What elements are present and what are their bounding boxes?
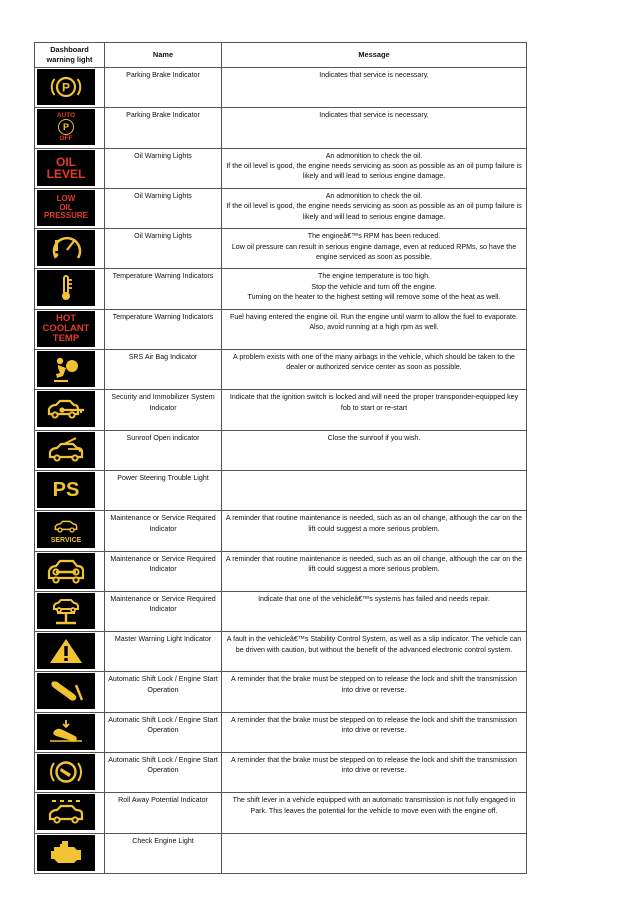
indicator-message [222,309,527,349]
indicator-message [222,430,527,470]
auto-parking-brake-off-icon [37,109,95,145]
indicator-message [222,229,527,269]
icon-text: HOT [55,312,77,324]
table-row [35,188,527,228]
indicator-message [222,350,527,390]
indicator-message [222,470,527,510]
warning-light-cell [35,632,105,672]
warning-light-cell [35,833,105,873]
icon-text: OFF [59,135,73,143]
indicator-message [222,551,527,591]
warning-light-cell [35,470,105,510]
warning-light-cell [35,188,105,228]
message-line: An admonition to check the oil. [325,191,423,200]
airbag-icon [37,351,95,387]
warning-light-cell [35,793,105,833]
indicator-name: Master Warning Light Indicator [105,632,222,672]
table-row [35,430,527,470]
header-name: Name [105,43,222,68]
header-dashboard-warning-light: Dashboard warning light [35,43,105,68]
warning-light-cell [35,390,105,430]
indicator-name: Automatic Shift Lock / Engine Start Operation [105,712,222,752]
warning-light-cell [35,591,105,631]
message-line: The engine temperature is too high. [318,272,430,281]
message-line: A reminder that the brake must be stepped on to release the lock and shift the transmission into drive or reverse. [231,715,517,735]
icon-text: LOW [56,194,76,204]
icon-text: OIL [59,202,73,212]
power-steering-icon [37,472,95,508]
icon-text: AUTO [56,112,76,120]
warning-light-cell [35,68,105,108]
warning-light-cell [35,672,105,712]
table-row [35,229,527,269]
indicator-name: Temperature Warning Indicators [105,309,222,349]
message-line: Indicates that service is necessary. [319,71,429,79]
svg-text:P: P [61,80,71,95]
warning-light-cell [35,350,105,390]
parking-brake-icon [37,69,95,105]
table-row [35,793,527,833]
table-row [35,390,527,430]
table-row [35,309,527,349]
indicator-name: Temperature Warning Indicators [105,269,222,309]
engine-rpm-gauge-icon [37,230,95,266]
warning-light-table-page [34,42,527,874]
icon-text: TEMP [52,332,80,344]
warning-light-cell [35,108,105,148]
warning-light-cell [35,430,105,470]
message-line: A reminder that routine maintenance is needed, such as an oil change, although the car on the lift could suggest a more serious problem. [225,514,523,533]
indicator-message [222,833,527,873]
table-header-row [35,43,527,68]
message-line: A reminder that routine maintenance is needed, such as an oil change, although the car on the lift could suggest a more serious problem. [225,554,523,573]
table-row [35,632,527,672]
immobilizer-key-car-icon [37,391,95,427]
table-row [35,551,527,591]
indicator-message [222,390,527,430]
oil-level-icon [37,150,95,186]
check-engine-icon [37,835,95,871]
table-row [35,833,527,873]
coolant-temperature-icon [37,270,95,306]
table-row [35,269,527,309]
indicator-name: Parking Brake Indicator [105,108,222,148]
indicator-name: Maintenance or Service Required Indicator [105,511,222,551]
warning-light-cell [35,753,105,793]
indicator-message [222,511,527,551]
message-line: Fuel having entered the engine oil. Run the engine until warm to allow the fuel to evaporate. Also, avoid running at a high rpm as well. [230,312,518,332]
message-line: Indicate that one of the vehicleâ€™s systems has failed and needs repair. [258,594,490,603]
sunroof-open-icon [37,432,95,468]
warning-light-cell [35,511,105,551]
table-row [35,591,527,631]
indicator-name: Maintenance or Service Required Indicator [105,551,222,591]
icon-text: PS [52,478,80,501]
table-row [35,511,527,551]
table-row [35,350,527,390]
icon-text: OIL [55,154,76,169]
indicator-message [222,148,527,188]
message-line: An admonition to check the oil. [325,151,423,160]
indicator-name: Parking Brake Indicator [105,68,222,108]
message-line: Indicate that the ignition switch is locked and will need the proper transponder-equipped key fob to start or re-start [229,393,519,412]
message-line: Stop the vehicle and turn off the engine. [311,282,437,291]
table-row [35,108,527,148]
indicator-message [222,793,527,833]
warning-light-cell [35,269,105,309]
message-line: A fault in the vehicleâ€™s Stability Control System, as well as a slip indicator. The vehicle can be driven with caution, but without the benefit of the advanced electronic control system. [226,635,522,654]
message-line: Low oil pressure can result in serious engine damage, even at reduced RPMs, so have the engine serviced as soon as possible. [231,242,517,261]
message-line: A problem exists with one of the many airbags in the vehicle, which should be taken to the dealer or authorized service center as soon as possible. [233,353,515,372]
icon-text: P [58,119,74,135]
warning-light-cell [35,712,105,752]
message-line: If the oil level is good, the engine needs servicing as soon as possible as an oil pump failure is likely and will lead to serious engine damage. [226,202,522,221]
indicator-name: Automatic Shift Lock / Engine Start Operation [105,672,222,712]
table-row [35,148,527,188]
table-row [35,672,527,712]
table-row [35,470,527,510]
message-line: The shift lever in a vehicle equipped with an automatic transmission is not fully engaged in Park. This leaves the potential for the vehicle to move even with the engine off. [232,796,516,815]
indicator-name: Sunroof Open indicator [105,430,222,470]
indicator-name: Oil Warning Lights [105,188,222,228]
foot-on-brake-icon [37,673,95,709]
indicator-message [222,269,527,309]
header-message: Message [222,43,527,68]
indicator-name: Maintenance or Service Required Indicator [105,591,222,631]
message-line: The engineâ€™s RPM has been reduced. [307,232,441,241]
message-line: If the oil level is good, the engine needs servicing as soon as possible as an oil pump failure is likely and will lead to serious engine damage. [226,162,522,181]
indicator-message [222,108,527,148]
message-line: Close the sunroof if you wish. [327,433,421,442]
warning-light-cell [35,229,105,269]
icon-text: PRESSURE [43,211,88,221]
service-car-icon [37,512,95,548]
icon-text: COOLANT [42,322,90,334]
table-row [35,68,527,108]
warning-light-cell [35,551,105,591]
warning-light-cell [35,148,105,188]
car-wrench-icon [37,553,95,589]
indicator-name: Check Engine Light [105,833,222,873]
indicator-name: Oil Warning Lights [105,229,222,269]
indicator-message [222,591,527,631]
indicator-name: Oil Warning Lights [105,148,222,188]
indicator-name: Automatic Shift Lock / Engine Start Operation [105,753,222,793]
message-line: A reminder that the brake must be stepped on to release the lock and shift the transmission into drive or reverse. [231,675,517,694]
hot-coolant-temp-icon [37,311,95,347]
car-on-lift-icon [37,593,95,629]
brake-pedal-circle-icon [37,754,95,790]
icon-text: LEVEL [46,166,86,181]
roll-away-car-icon [37,794,95,830]
indicator-message [222,672,527,712]
indicator-name: Security and Immobilizer System Indicator [105,390,222,430]
table-row [35,712,527,752]
indicator-name: SRS Air Bag Indicator [105,350,222,390]
message-line: Turning on the heater to the highest setting will remove some of the heat as well. [247,293,501,302]
low-oil-pressure-icon [37,190,95,226]
icon-text: SERVICE [50,537,82,545]
message-line: Indicates that service is necessary. [319,111,429,120]
indicator-message [222,188,527,228]
indicator-message [222,712,527,752]
indicator-message [222,632,527,672]
indicator-message [222,753,527,793]
master-warning-icon [37,633,95,669]
foot-brake-arrows-icon [37,714,95,750]
indicator-message [222,68,527,108]
indicator-name: Roll Away Potential Indicator [105,793,222,833]
warning-light-table [34,42,527,874]
table-row [35,753,527,793]
indicator-name: Power Steering Trouble Light [105,470,222,510]
message-line: A reminder that the brake must be stepped on to release the lock and shift the transmission into drive or reverse. [231,756,517,775]
warning-light-cell [35,309,105,349]
